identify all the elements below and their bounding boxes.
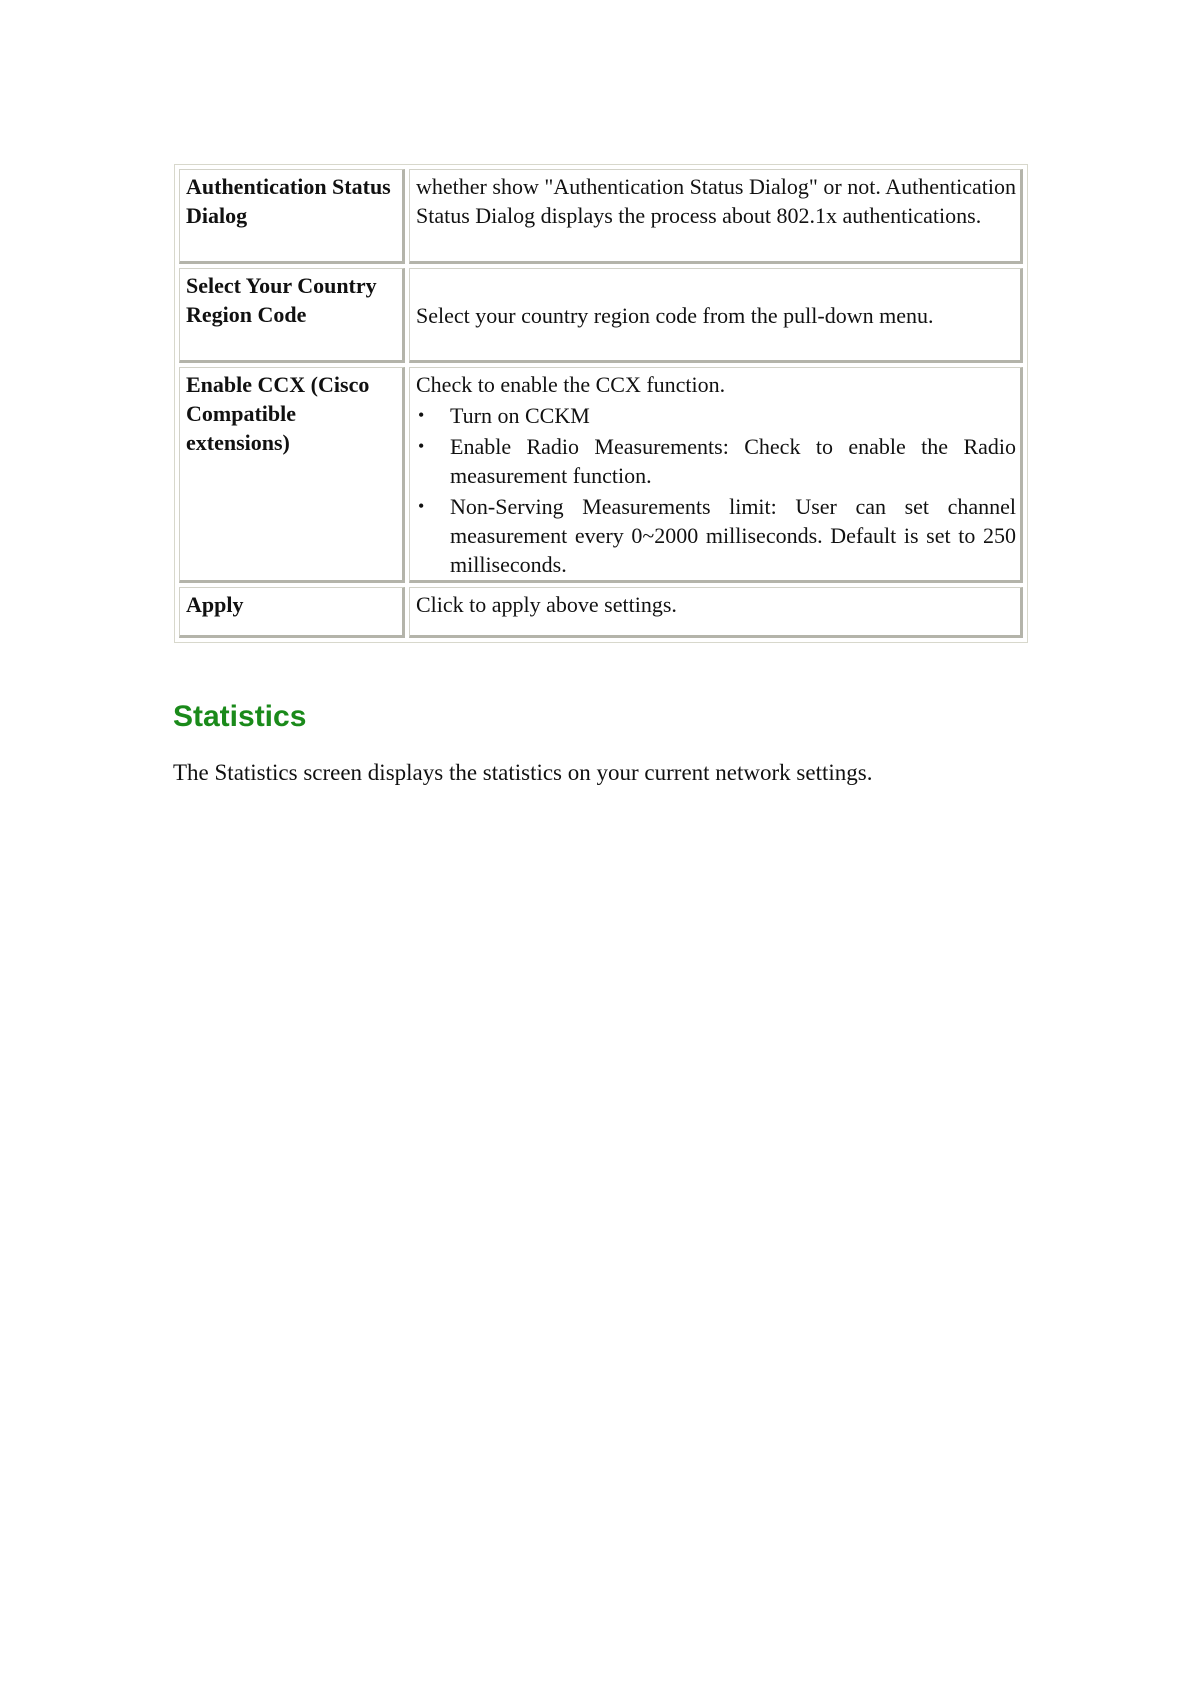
table-row	[179, 268, 1023, 363]
setting-description: whether show "Authentication Status Dialog" or not. Authentication Status Dialog displays the process about 802.1x authentications.	[409, 169, 1023, 264]
setting-description-cell	[409, 367, 1023, 583]
setting-description: Select your country region code from the pull-down menu.	[409, 268, 1023, 363]
setting-label: Select Your Country Region Code	[179, 268, 405, 363]
bullet-icon: •	[418, 405, 425, 425]
bullet-list	[416, 401, 1016, 579]
setting-description: Check to enable the CCX function.	[416, 372, 726, 397]
bullet-icon: •	[418, 496, 425, 516]
list-item-text: Non-Serving Measurements limit: User can set channel measurement every 0~2000 milliseconds. Default is set to 250 milliseconds.	[450, 494, 1016, 577]
list-item-text: Turn on CCKM	[450, 403, 590, 428]
setting-label: Authentication Status Dialog	[179, 169, 405, 264]
list-item	[416, 432, 1016, 490]
table-row	[179, 587, 1023, 638]
bullet-icon: •	[418, 436, 425, 456]
table-row	[179, 169, 1023, 264]
list-item	[416, 401, 1016, 430]
list-item-text: Enable Radio Measurements: Check to enable the Radio measurement function.	[450, 434, 1016, 488]
settings-table	[174, 164, 1028, 643]
setting-description: Click to apply above settings.	[409, 587, 1023, 638]
list-item	[416, 492, 1016, 579]
section-paragraph: The Statistics screen displays the statistics on your current network settings.	[173, 760, 873, 785]
setting-label: Enable CCX (Cisco Compatible extensions)	[179, 367, 405, 583]
setting-label: Apply	[179, 587, 405, 638]
table-row	[179, 367, 1023, 583]
section-heading: Statistics	[173, 700, 307, 733]
